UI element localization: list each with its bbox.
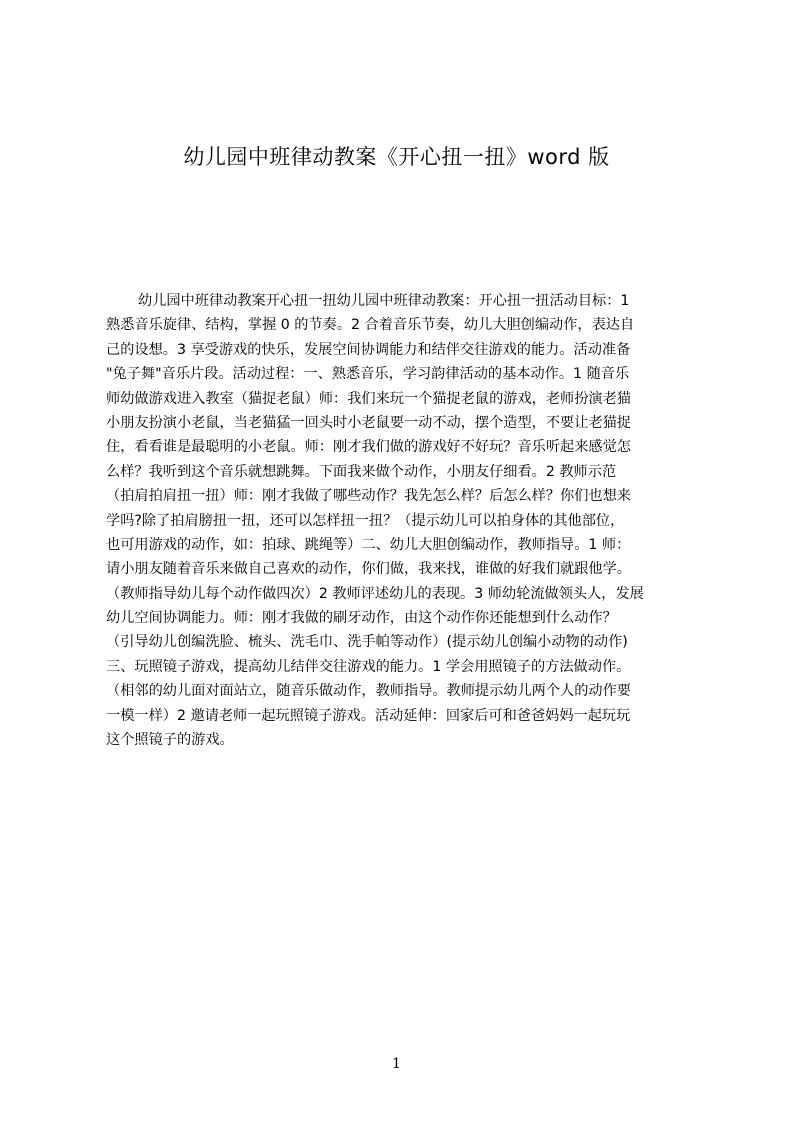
body-line: 熟悉音乐旋律、结构，掌握 0 的节奏。2 合着音乐节奏，幼儿大胆创编动作，表达自 — [106, 317, 635, 334]
body-line: 三、玩照镜子游戏，提高幼儿结伴交往游戏的能力。1 学会用照镜子的方法做动作。 — [106, 658, 631, 675]
body-line: 这个照镜子的游戏。 — [106, 732, 234, 749]
body-line: 己的设想。3 享受游戏的快乐，发展空间协调能力和结伴交往游戏的能力。活动准备 — [106, 341, 631, 358]
body-line: 幼儿园中班律动教案开心扭一扭幼儿园中班律动教案：开心扭一扭活动目标：1 — [138, 293, 630, 309]
body-line: （相邻的幼儿面对面站立，随音乐做动作，教师指导。教师提示幼儿两个人的动作要 — [106, 683, 631, 700]
body-line: 住，看看谁是最聪明的小老鼠。师：刚才我们做的游戏好不好玩？音乐听起来感觉怎 — [106, 439, 631, 456]
body-line: 幼儿空间协调能力。师：刚才我做的刷牙动作，由这个动作你还能想到什么动作？ — [106, 610, 617, 627]
body-line: 一模一样）2 邀请老师一起玩照镜子游戏。活动延伸：回家后可和爸爸妈妈一起玩玩 — [106, 707, 631, 724]
body-line: "兔子舞"音乐片段。活动过程：一、熟悉音乐，学习韵律活动的基本动作。1 随音乐 — [106, 366, 630, 383]
body-line: 师幼做游戏进入教室（猫捉老鼠）师：我们来玩一个猫捉老鼠的游戏，老师扮演老猫 — [106, 390, 631, 407]
document-title: 幼儿园中班律动教案《开心扭一扭》word 版 — [183, 145, 610, 169]
body-line: （教师指导幼儿每个动作做四次）2 教师评述幼儿的表现。3 师幼轮流做领头人，发展 — [106, 585, 644, 602]
body-line: 请小朋友随着音乐来做自己喜欢的动作，你们做，我来找，谁做的好我们就跟他学。 — [106, 561, 631, 578]
body-line: 么样？我听到这个音乐就想跳舞。下面我来做个动作，小朋友仔细看。2 教师示范 — [106, 463, 617, 480]
page-number: 1 — [392, 1056, 401, 1072]
body-line: 学吗?除了拍肩膀扭一扭，还可以怎样扭一扭？（提示幼儿可以拍身体的其他部位， — [106, 512, 625, 529]
body-line: （引导幼儿创编洗脸、梳头、洗毛巾、洗手帕等动作）(提示幼儿创编小动物的动作) — [106, 634, 628, 651]
body-paragraph — [106, 289, 698, 752]
body-line: 也可用游戏的动作，如：拍球、跳绳等）二、幼儿大胆创编动作，教师指导。1 师： — [106, 536, 631, 553]
body-line: （拍肩拍肩扭一扭）师：刚才我做了哪些动作？我先怎么样？后怎么样？你们也想来 — [106, 488, 631, 505]
body-line: 小朋友扮演小老鼠，当老猫猛一回头时小老鼠要一动不动，摆个造型，不要让老猫捉 — [106, 414, 631, 431]
